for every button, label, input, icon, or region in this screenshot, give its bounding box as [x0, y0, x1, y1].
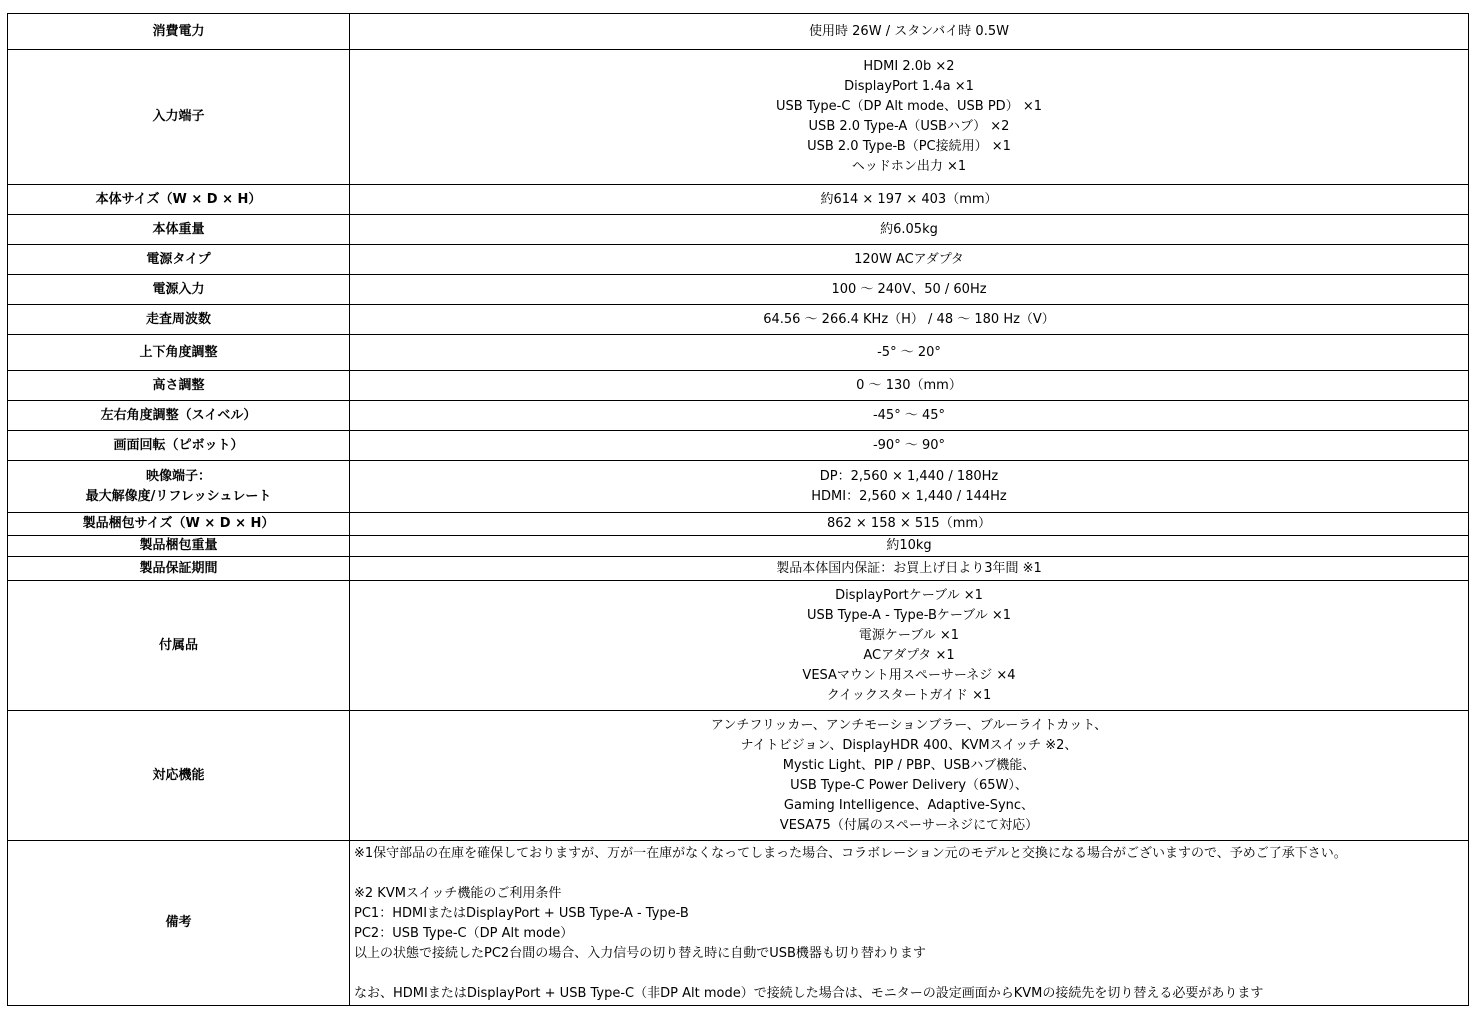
spec-value: HDMI 2.0b ×2 DisplayPort 1.4a ×1 USB Type-C（DP Alt mode、USB PD） ×1 USB 2.0 Type-A（USBハブ） ×2 USB 2.0 Type-B（PC接続用） ×1 ヘッドホン出力 ×1: [350, 50, 1469, 185]
spec-value: -90° ～ 90°: [350, 431, 1469, 461]
spec-value: -45° ～ 45°: [350, 401, 1469, 431]
spec-value: 使用時 26W / スタンバイ時 0.5W: [350, 14, 1469, 50]
spec-value: 120W ACアダプタ: [350, 245, 1469, 275]
spec-label: 映像端子： 最大解像度/リフレッシュレート: [8, 461, 350, 513]
spec-label: 上下角度調整: [8, 335, 350, 371]
spec-label: 備考: [8, 841, 350, 1006]
spec-row-features: [8, 711, 1469, 841]
spec-notes-value: ※1保守部品の在庫を確保しておりますが、万が一在庫がなくなってしまった場合、コラボレーション元のモデルと交換になる場合がございますので、予めご了承下さい。 ※2 KVMスイッチ機能のご利用条件 PC1：HDMIまたはDisplayPort + USB Type-A - Type-B PC2：USB Type-C（DP Alt mode） 以上の状態で接続したPC2台間の場合、入力信号の切り替え時に自動でUSB機器も切り替わります なお、HDMIまたはDisplayPort + USB Type-C（非DP Alt mode）で接続した場合は、モニターの設定画面からKVMの接続先を切り替える必要があります: [350, 841, 1469, 1006]
spec-label: 消費電力: [8, 14, 350, 50]
spec-label: 製品梱包サイズ（W × D × H）: [8, 513, 350, 536]
spec-label: 走査周波数: [8, 305, 350, 335]
spec-row-body-size: [8, 185, 1469, 215]
spec-row-power-consumption: [8, 14, 1469, 50]
spec-value: 約614 × 197 × 403（mm）: [350, 185, 1469, 215]
spec-label: 本体サイズ（W × D × H）: [8, 185, 350, 215]
spec-row-pivot: [8, 431, 1469, 461]
spec-value: DP：2,560 × 1,440 / 180Hz HDMI：2,560 × 1,440 / 144Hz: [350, 461, 1469, 513]
spec-label: 入力端子: [8, 50, 350, 185]
spec-label: 電源入力: [8, 275, 350, 305]
spec-value: 64.56 ～ 266.4 KHz（H） / 48 ～ 180 Hz（V）: [350, 305, 1469, 335]
spec-row-input-ports: [8, 50, 1469, 185]
spec-row-power-input: [8, 275, 1469, 305]
spec-value: DisplayPortケーブル ×1 USB Type-A - Type-Bケーブル ×1 電源ケーブル ×1 ACアダプタ ×1 VESAマウント用スペーサーネジ ×4 クイックスタートガイド ×1: [350, 581, 1469, 711]
spec-row-accessories: [8, 581, 1469, 711]
spec-row-body-weight: [8, 215, 1469, 245]
spec-label: 本体重量: [8, 215, 350, 245]
spec-table: [7, 13, 1469, 1006]
spec-label: 対応機能: [8, 711, 350, 841]
spec-row-tilt: [8, 335, 1469, 371]
spec-row-package-size: [8, 513, 1469, 536]
spec-label: 電源タイプ: [8, 245, 350, 275]
spec-value: 862 × 158 × 515（mm）: [350, 513, 1469, 536]
spec-value: 製品本体国内保証：お買上げ日より3年間 ※1: [350, 557, 1469, 581]
spec-label: 左右角度調整（スイベル）: [8, 401, 350, 431]
spec-value: 約6.05kg: [350, 215, 1469, 245]
spec-value: 0 ～ 130（mm）: [350, 371, 1469, 401]
spec-label: 高さ調整: [8, 371, 350, 401]
spec-row-video-ports: [8, 461, 1469, 513]
spec-value: -5° ～ 20°: [350, 335, 1469, 371]
spec-label: 製品梱包重量: [8, 536, 350, 557]
spec-row-scan-frequency: [8, 305, 1469, 335]
spec-value: 約10kg: [350, 536, 1469, 557]
spec-label: 画面回転（ピボット）: [8, 431, 350, 461]
spec-row-height-adjust: [8, 371, 1469, 401]
spec-row-notes: [8, 841, 1469, 1006]
spec-row-package-weight: [8, 536, 1469, 557]
spec-row-swivel: [8, 401, 1469, 431]
spec-value: アンチフリッカー、アンチモーションブラー、ブルーライトカット、 ナイトビジョン、DisplayHDR 400、KVMスイッチ ※2、 Mystic Light、PIP / PBP、USBハブ機能、 USB Type-C Power Delivery（65W）、 Gaming Intelligence、Adaptive-Sync、 VESA75（付属のスペーサーネジにて対応）: [350, 711, 1469, 841]
spec-value: 100 ～ 240V、50 / 60Hz: [350, 275, 1469, 305]
spec-row-power-type: [8, 245, 1469, 275]
spec-label: 付属品: [8, 581, 350, 711]
spec-label: 製品保証期間: [8, 557, 350, 581]
spec-row-warranty: [8, 557, 1469, 581]
